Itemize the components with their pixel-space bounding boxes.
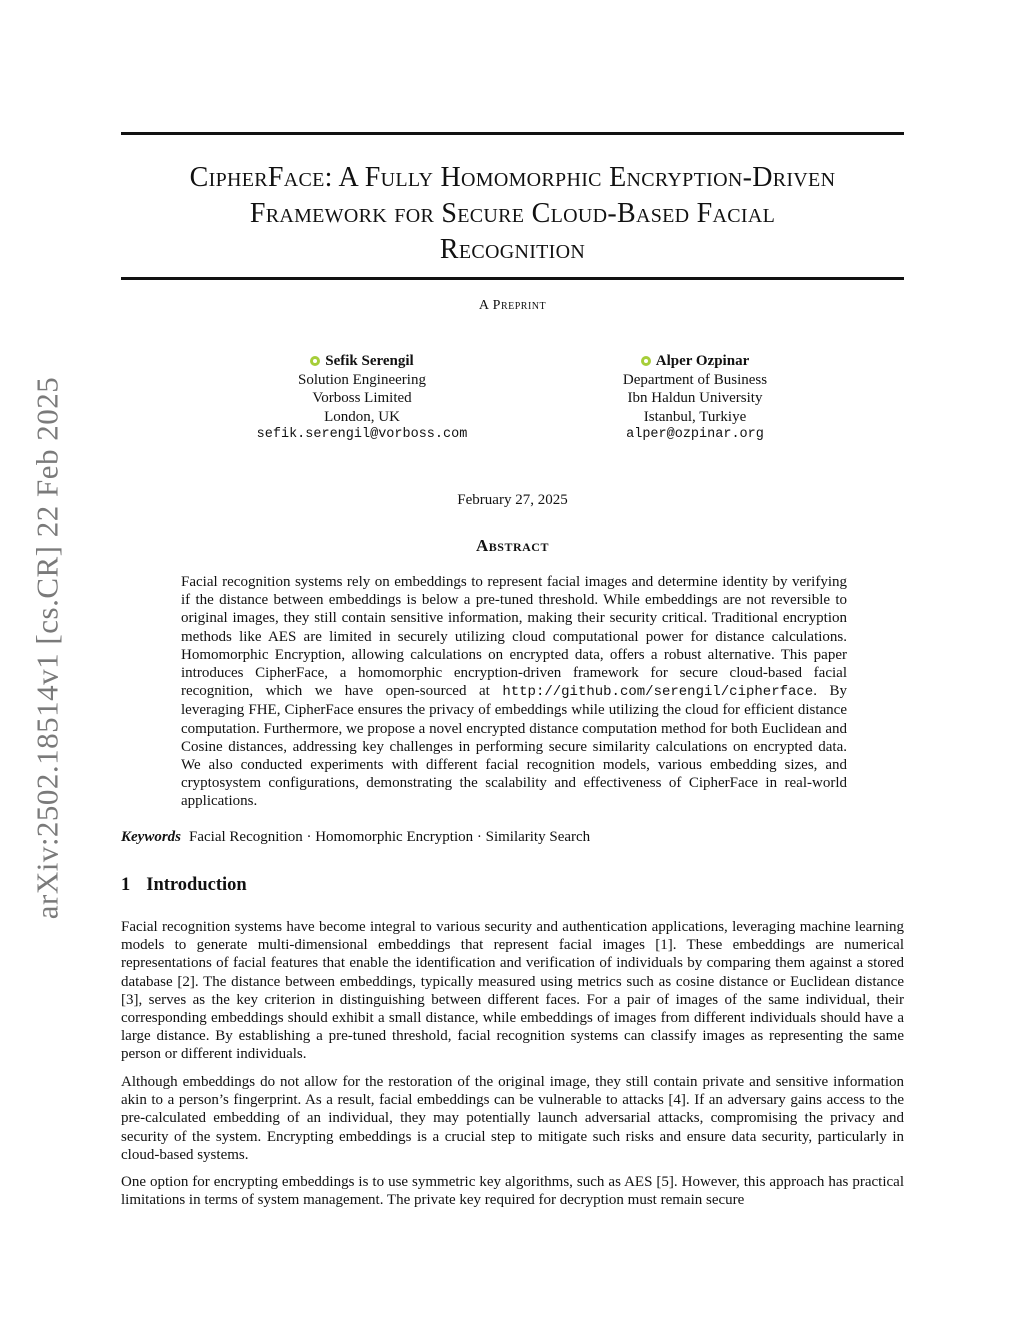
paper-date: February 27, 2025 — [457, 492, 568, 508]
author-location: London, UK — [324, 408, 400, 425]
orcid-icon[interactable] — [641, 356, 651, 366]
author-name: Sefik Serengil — [325, 353, 414, 369]
author-email[interactable]: alper@ozpinar.org — [626, 427, 764, 442]
title-bottom-rule — [121, 277, 904, 280]
preprint-label: A Preprint — [478, 298, 547, 313]
author-email[interactable]: sefik.serengil@vorboss.com — [256, 427, 468, 442]
author-block-2 — [535, 352, 855, 445]
title-top-rule — [121, 132, 904, 135]
orcid-icon[interactable] — [310, 356, 320, 366]
section-title: Introduction — [146, 875, 247, 895]
paragraph: Although embeddings do not allow for the restoration of the original image, they still contain private and sensitive information akin to a person’s fingerprint. As a result, facial embeddings can be vulnerable to attacks [4]. If an adversary gains access to the pre-calculated embedding of an individual, they may potentially launch adversarial attacks, compromising the privacy and security of the system. Encrypting embeddings is a crucial step to mitigate such risks and ensure data security, particularly in cloud-based systems. — [121, 1074, 904, 1163]
paper-title — [121, 160, 904, 268]
author-dept: Solution Engineering — [298, 371, 426, 388]
paragraph: One option for encrypting embeddings is to use symmetric key algorithms, such as AES [5]. However, this approach has practical limitations in terms of system management. The private key required for decryption must remain secure — [121, 1174, 904, 1209]
abstract-text: Facial recognition systems rely on embeddings to represent facial images and determine identity by verifying if the distance between embeddings is below a pre-tuned threshold. While embeddings are not reversible to original images, they still contain sensitive information, making their security critical. Traditional encryption methods like AES are limited in securely utilizing cloud computational power for distance calculations. Homomorphic Encryption, allowing calculations on encrypted data, offers a robust alternative. This paper introduces CipherFace, a homomorphic encryption-driven framework for secure cloud-based facial recognition, which we have open-sourced at — [181, 574, 847, 700]
paragraph: Facial recognition systems have become integral to various security and authentication applications, leveraging machine learning models to generate multi-dimensional embeddings that represent facial images [1]. These embeddings are numerical representations of facial features that enable the identification and verification of individuals by comparing them against a stored database [2]. The distance between embeddings, typically measured using metrics such as cosine distance or Euclidean distance [3], serves as the key criterion in distinguishing between different faces. For a pair of images of the same individual, their corresponding embeddings should exhibit a small distance, while embeddings of images from different individuals should have a large distance. By establishing a pre-tuned threshold, facial recognition systems can classify images as representing the same person or different individuals. — [121, 919, 904, 1063]
author-org: Ibn Haldun University — [627, 390, 763, 406]
abstract-text-continued: . By leveraging FHE, CipherFace ensures the privacy of embeddings while utilizing the cloud for efficient distance computation. Furthermore, we propose a novel encrypted distance computation method for both Euclidean and Cosine distances, addressing key challenges in performing secure similarity calculations on encrypted data. We also conducted experiments with different facial recognition models, various embedding sizes, and cryptosystem configurations, demonstrating the scalability and effectiveness of CipherFace in real-world applications. — [181, 683, 847, 810]
author-dept: Department of Business — [622, 371, 768, 388]
keywords-text: Facial Recognition · Homomorphic Encryption · Similarity Search — [189, 829, 591, 845]
title-line-1: CipherFace: A Fully Homomorphic Encryption-Driven — [189, 162, 836, 193]
abstract-heading: Abstract — [476, 536, 549, 555]
arxiv-id: arXiv:2502.18514v1 [cs.CR] 22 Feb 2025 — [29, 376, 64, 920]
title-line-2: Framework for Secure Cloud-Based Facial — [249, 198, 776, 229]
abstract-url[interactable]: http://github.com/serengil/cipherface — [502, 684, 814, 701]
abstract-body — [181, 573, 847, 811]
author-org: Vorboss Limited — [312, 390, 412, 406]
keywords-label: Keywords — [121, 829, 181, 845]
section-number: 1 — [121, 875, 131, 895]
author-block-1 — [202, 352, 522, 445]
arxiv-sidebar — [12, 358, 82, 938]
author-name: Alper Ozpinar — [655, 353, 750, 369]
keywords — [121, 829, 590, 846]
title-line-3: Recognition — [439, 234, 586, 265]
author-location: Istanbul, Turkiye — [643, 408, 747, 425]
section-heading — [121, 875, 247, 896]
